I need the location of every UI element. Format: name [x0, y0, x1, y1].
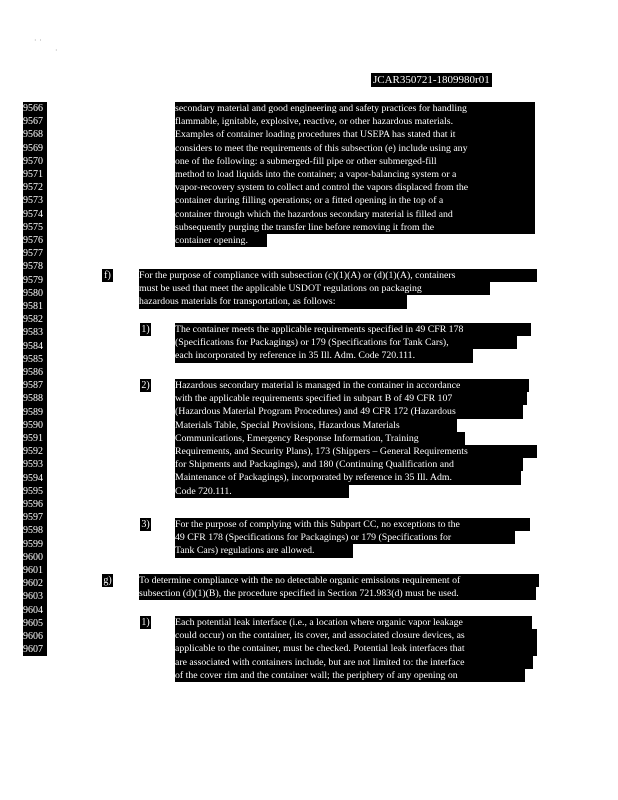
line-number: 9594 — [23, 472, 47, 485]
text-line: Requirements, and Security Plans), 173 (Shippers – General Requirements — [175, 445, 537, 458]
line-number: 9603 — [23, 590, 47, 603]
line-number: 9596 — [23, 498, 47, 511]
line-number: 9597 — [23, 511, 47, 524]
line-number: 9575 — [23, 221, 47, 234]
line-number: 9592 — [23, 445, 47, 458]
line-number: 9586 — [23, 366, 47, 379]
text-line: for Shipments and Packagings), and 180 (Continuing Qualification and — [175, 458, 523, 471]
item-g1-text — [175, 616, 537, 682]
text-line: Code 720.111. — [175, 485, 349, 498]
text-line: Examples of container loading procedures that USEPA has stated that it — [175, 128, 535, 141]
scan-noise-mark: · — [55, 46, 58, 55]
line-number: 9576 — [23, 234, 47, 247]
text-line: flammable, ignitable, explosive, reactive, or other hazardous materials. — [175, 115, 535, 128]
text-line: with the applicable requirements specified in subpart B of 49 CFR 107 — [175, 392, 527, 405]
subsection-g-text — [139, 574, 539, 600]
text-line: hazardous materials for transportation, as follows: — [139, 295, 407, 308]
line-number: 9567 — [23, 115, 47, 128]
scan-noise-mark: · · — [34, 36, 42, 45]
line-number: 9599 — [23, 538, 47, 551]
text-line: (Hazardous Material Program Procedures) and 49 CFR 172 (Hazardous — [175, 405, 523, 418]
text-line: applicable to the container, must be checked. Potential leak interfaces that — [175, 642, 537, 655]
text-line: vapor-recovery system to collect and control the vapors displaced from the — [175, 181, 535, 194]
item-label: 2) — [141, 380, 150, 391]
line-number: 9581 — [23, 300, 47, 313]
line-number: 9605 — [23, 617, 47, 630]
text-line: method to load liquids into the container; a vapor-balancing system or a — [175, 168, 535, 181]
line-number: 9571 — [23, 168, 47, 181]
item-label: 1) — [141, 617, 150, 628]
text-line: each incorporated by reference in 35 Ill. Adm. Code 720.111. — [175, 349, 473, 362]
text-line: of the cover rim and the container wall; the periphery of any opening on — [175, 669, 525, 682]
item-label: 1) — [141, 324, 150, 335]
text-line: subsection (d)(1)(B), the procedure specified in Section 721.983(d) must be used. — [139, 587, 536, 600]
line-number: 9585 — [23, 353, 47, 366]
item-1-text — [175, 323, 535, 363]
text-line: For the purpose of compliance with subsection (c)(1)(A) or (d)(1)(A), containers — [139, 269, 537, 282]
line-number: 9587 — [23, 379, 47, 392]
text-line: one of the following: a submerged-fill pipe or other submerged-fill — [175, 155, 535, 168]
text-line: Tank Cars) regulations are allowed. — [175, 544, 353, 557]
line-number: 9588 — [23, 392, 47, 405]
line-number: 9590 — [23, 419, 47, 432]
line-number: 9598 — [23, 524, 47, 537]
item-3-text — [175, 518, 530, 558]
line-number: 9566 — [23, 102, 47, 115]
line-number: 9583 — [23, 326, 47, 339]
line-number: 9580 — [23, 287, 47, 300]
line-number: 9595 — [23, 485, 47, 498]
document-id: JCAR350721-1809980r01 — [373, 74, 490, 86]
line-number: 9602 — [23, 577, 47, 590]
text-line: container opening. — [175, 234, 267, 247]
text-line: To determine compliance with the no detectable organic emissions requirement of — [139, 574, 539, 587]
text-line: For the purpose of complying with this Subpart CC, no exceptions to the — [175, 518, 530, 531]
subsection-label: f) — [102, 269, 113, 282]
line-number: 9604 — [23, 604, 47, 617]
line-number: 9578 — [23, 260, 47, 273]
line-number: 9573 — [23, 194, 47, 207]
line-number: 9579 — [23, 274, 47, 287]
text-line: are associated with containers include, but are not limited to: the interface — [175, 656, 533, 669]
text-line: secondary material and good engineering and safety practices for handling — [175, 102, 535, 115]
subsection-f-text — [139, 269, 537, 309]
line-number: 9591 — [23, 432, 47, 445]
line-number: 9600 — [23, 551, 47, 564]
text-line: Hazardous secondary material is managed in the container in accordance — [175, 379, 529, 392]
text-line: 49 CFR 178 (Specifications for Packagings) or 179 (Specifications for — [175, 531, 515, 544]
item-label: 3) — [141, 519, 150, 530]
line-number: 9570 — [23, 155, 47, 168]
text-line: must be used that meet the applicable USDOT regulations on packaging — [139, 282, 490, 295]
text-line: container through which the hazardous secondary material is filled and — [175, 208, 535, 221]
text-line: could occur) on the container, its cover, and associated closure devices, as — [175, 629, 537, 642]
subsection-label: g) — [103, 575, 112, 586]
line-number: 9569 — [23, 142, 47, 155]
text-line: Materials Table, Special Provisions, Hazardous Materials — [175, 419, 457, 432]
text-line: (Specifications for Packagings) or 179 (Specifications for Tank Cars), — [175, 336, 517, 349]
line-number: 9582 — [23, 313, 47, 326]
text-line: subsequently purging the transfer line before removing it from the — [175, 221, 535, 234]
line-number: 9607 — [23, 643, 47, 656]
line-number: 9577 — [23, 247, 47, 260]
line-number: 9601 — [23, 564, 47, 577]
text-line: considers to meet the requirements of this subsection (e) include using any — [175, 142, 535, 155]
line-number: 9606 — [23, 630, 47, 643]
text-line: The container meets the applicable requirements specified in 49 CFR 178 — [175, 323, 531, 336]
line-number: 9593 — [23, 458, 47, 471]
text-line: Maintenance of Packagings), incorporated by reference in 35 Ill. Adm. — [175, 471, 521, 484]
paragraph-continuation — [175, 102, 535, 247]
line-number: 9572 — [23, 181, 47, 194]
line-number: 9574 — [23, 208, 47, 221]
line-number: 9568 — [23, 128, 47, 141]
text-line: Each potential leak interface (i.e., a location where organic vapor leakage — [175, 616, 532, 629]
item-2-text — [175, 379, 537, 498]
line-number: 9589 — [23, 406, 47, 419]
text-line: Communications, Emergency Response Information, Training — [175, 432, 465, 445]
text-line: container during filling operations; or a fitted opening in the top of a — [175, 194, 535, 207]
line-number: 9584 — [23, 340, 47, 353]
